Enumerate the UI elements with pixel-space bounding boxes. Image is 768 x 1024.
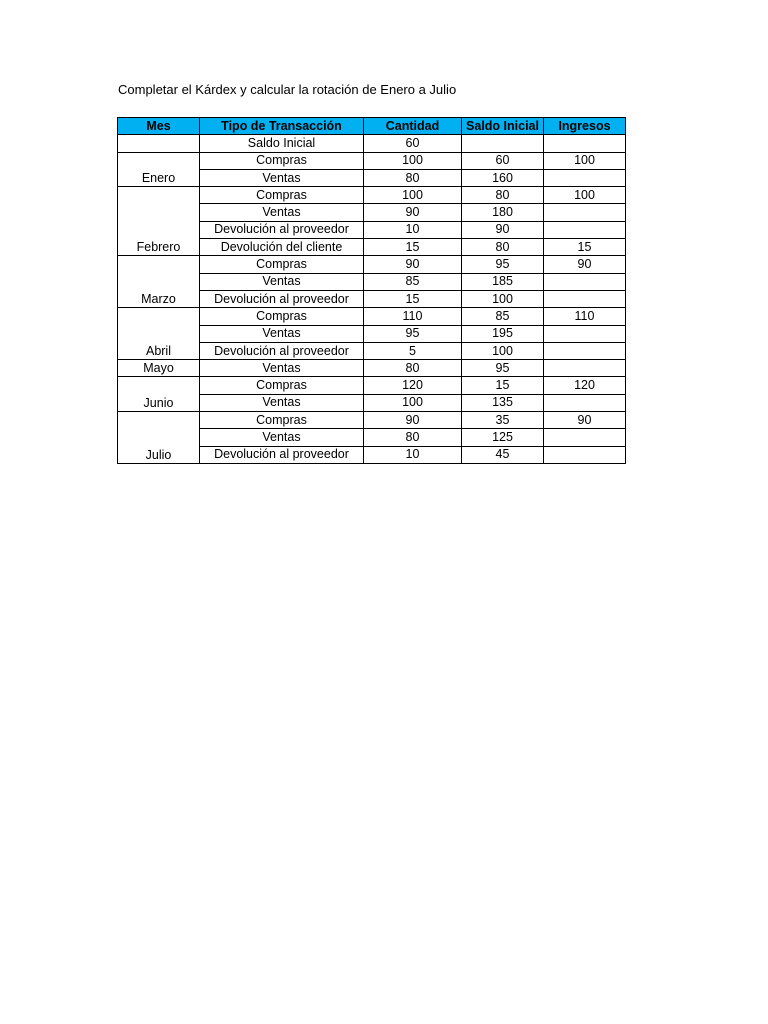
- transaction-type-cell: Ventas: [200, 429, 364, 446]
- header-row: [118, 118, 626, 135]
- quantity-cell: 90: [364, 412, 462, 429]
- initial-balance-cell: 125: [462, 429, 544, 446]
- header-cell: Saldo Inicial: [462, 118, 544, 135]
- kardex-body: [118, 135, 626, 464]
- income-cell: [544, 446, 626, 463]
- transaction-type-cell: Ventas: [200, 204, 364, 221]
- table-row: [118, 187, 626, 204]
- initial-balance-cell: 95: [462, 256, 544, 273]
- income-cell: 100: [544, 187, 626, 204]
- transaction-type-cell: Compras: [200, 308, 364, 325]
- income-cell: [544, 429, 626, 446]
- page-title: Completar el Kárdex y calcular la rotación de Enero a Julio: [118, 82, 457, 97]
- transaction-type-cell: Devolución al proveedor: [200, 290, 364, 307]
- month-cell: Junio: [118, 377, 200, 412]
- initial-balance-cell: 195: [462, 325, 544, 342]
- table-row: [118, 308, 626, 325]
- income-cell: [544, 204, 626, 221]
- income-cell: [544, 273, 626, 290]
- income-cell: [544, 135, 626, 152]
- transaction-type-cell: Ventas: [200, 169, 364, 186]
- quantity-cell: 100: [364, 394, 462, 411]
- initial-balance-cell: 80: [462, 187, 544, 204]
- income-cell: 100: [544, 152, 626, 169]
- transaction-type-cell: Saldo Inicial: [200, 135, 364, 152]
- initial-balance-cell: 90: [462, 221, 544, 238]
- initial-balance-cell: 100: [462, 290, 544, 307]
- quantity-cell: 85: [364, 273, 462, 290]
- month-cell: Mayo: [118, 360, 200, 377]
- quantity-cell: 100: [364, 187, 462, 204]
- transaction-type-cell: Devolución al proveedor: [200, 221, 364, 238]
- header-cell: Tipo de Transacción: [200, 118, 364, 135]
- quantity-cell: 90: [364, 204, 462, 221]
- income-cell: 90: [544, 256, 626, 273]
- transaction-type-cell: Compras: [200, 152, 364, 169]
- initial-balance-cell: [462, 135, 544, 152]
- transaction-type-cell: Compras: [200, 412, 364, 429]
- income-cell: 15: [544, 239, 626, 256]
- transaction-type-cell: Ventas: [200, 394, 364, 411]
- kardex-table: [117, 117, 626, 464]
- month-cell: Julio: [118, 412, 200, 464]
- quantity-cell: 110: [364, 308, 462, 325]
- quantity-cell: 15: [364, 239, 462, 256]
- table-row: [118, 412, 626, 429]
- income-cell: [544, 221, 626, 238]
- quantity-cell: 80: [364, 360, 462, 377]
- transaction-type-cell: Compras: [200, 187, 364, 204]
- quantity-cell: 5: [364, 342, 462, 359]
- table-row: [118, 152, 626, 169]
- transaction-type-cell: Devolución del cliente: [200, 239, 364, 256]
- initial-balance-cell: 85: [462, 308, 544, 325]
- quantity-cell: 80: [364, 429, 462, 446]
- income-cell: [544, 290, 626, 307]
- income-cell: [544, 325, 626, 342]
- initial-balance-cell: 80: [462, 239, 544, 256]
- month-cell: Enero: [118, 152, 200, 187]
- table-row: [118, 360, 626, 377]
- month-cell: Marzo: [118, 256, 200, 308]
- transaction-type-cell: Ventas: [200, 360, 364, 377]
- income-cell: 120: [544, 377, 626, 394]
- header-cell: Ingresos: [544, 118, 626, 135]
- quantity-cell: 95: [364, 325, 462, 342]
- month-cell: Febrero: [118, 187, 200, 256]
- income-cell: 110: [544, 308, 626, 325]
- income-cell: 90: [544, 412, 626, 429]
- transaction-type-cell: Compras: [200, 256, 364, 273]
- quantity-cell: 15: [364, 290, 462, 307]
- transaction-type-cell: Compras: [200, 377, 364, 394]
- quantity-cell: 100: [364, 152, 462, 169]
- quantity-cell: 10: [364, 446, 462, 463]
- transaction-type-cell: Ventas: [200, 325, 364, 342]
- month-cell: [118, 135, 200, 152]
- initial-balance-cell: 160: [462, 169, 544, 186]
- quantity-cell: 90: [364, 256, 462, 273]
- income-cell: [544, 342, 626, 359]
- quantity-cell: 80: [364, 169, 462, 186]
- initial-balance-cell: 60: [462, 152, 544, 169]
- initial-balance-cell: 100: [462, 342, 544, 359]
- initial-balance-cell: 15: [462, 377, 544, 394]
- table-row: [118, 256, 626, 273]
- initial-balance-cell: 95: [462, 360, 544, 377]
- table-row: [118, 135, 626, 152]
- transaction-type-cell: Ventas: [200, 273, 364, 290]
- income-cell: [544, 394, 626, 411]
- transaction-type-cell: Devolución al proveedor: [200, 446, 364, 463]
- initial-balance-cell: 135: [462, 394, 544, 411]
- quantity-cell: 120: [364, 377, 462, 394]
- table-row: [118, 377, 626, 394]
- month-cell: Abril: [118, 308, 200, 360]
- quantity-cell: 60: [364, 135, 462, 152]
- initial-balance-cell: 180: [462, 204, 544, 221]
- header-cell: Cantidad: [364, 118, 462, 135]
- quantity-cell: 10: [364, 221, 462, 238]
- initial-balance-cell: 35: [462, 412, 544, 429]
- transaction-type-cell: Devolución al proveedor: [200, 342, 364, 359]
- initial-balance-cell: 185: [462, 273, 544, 290]
- income-cell: [544, 360, 626, 377]
- header-cell: Mes: [118, 118, 200, 135]
- initial-balance-cell: 45: [462, 446, 544, 463]
- income-cell: [544, 169, 626, 186]
